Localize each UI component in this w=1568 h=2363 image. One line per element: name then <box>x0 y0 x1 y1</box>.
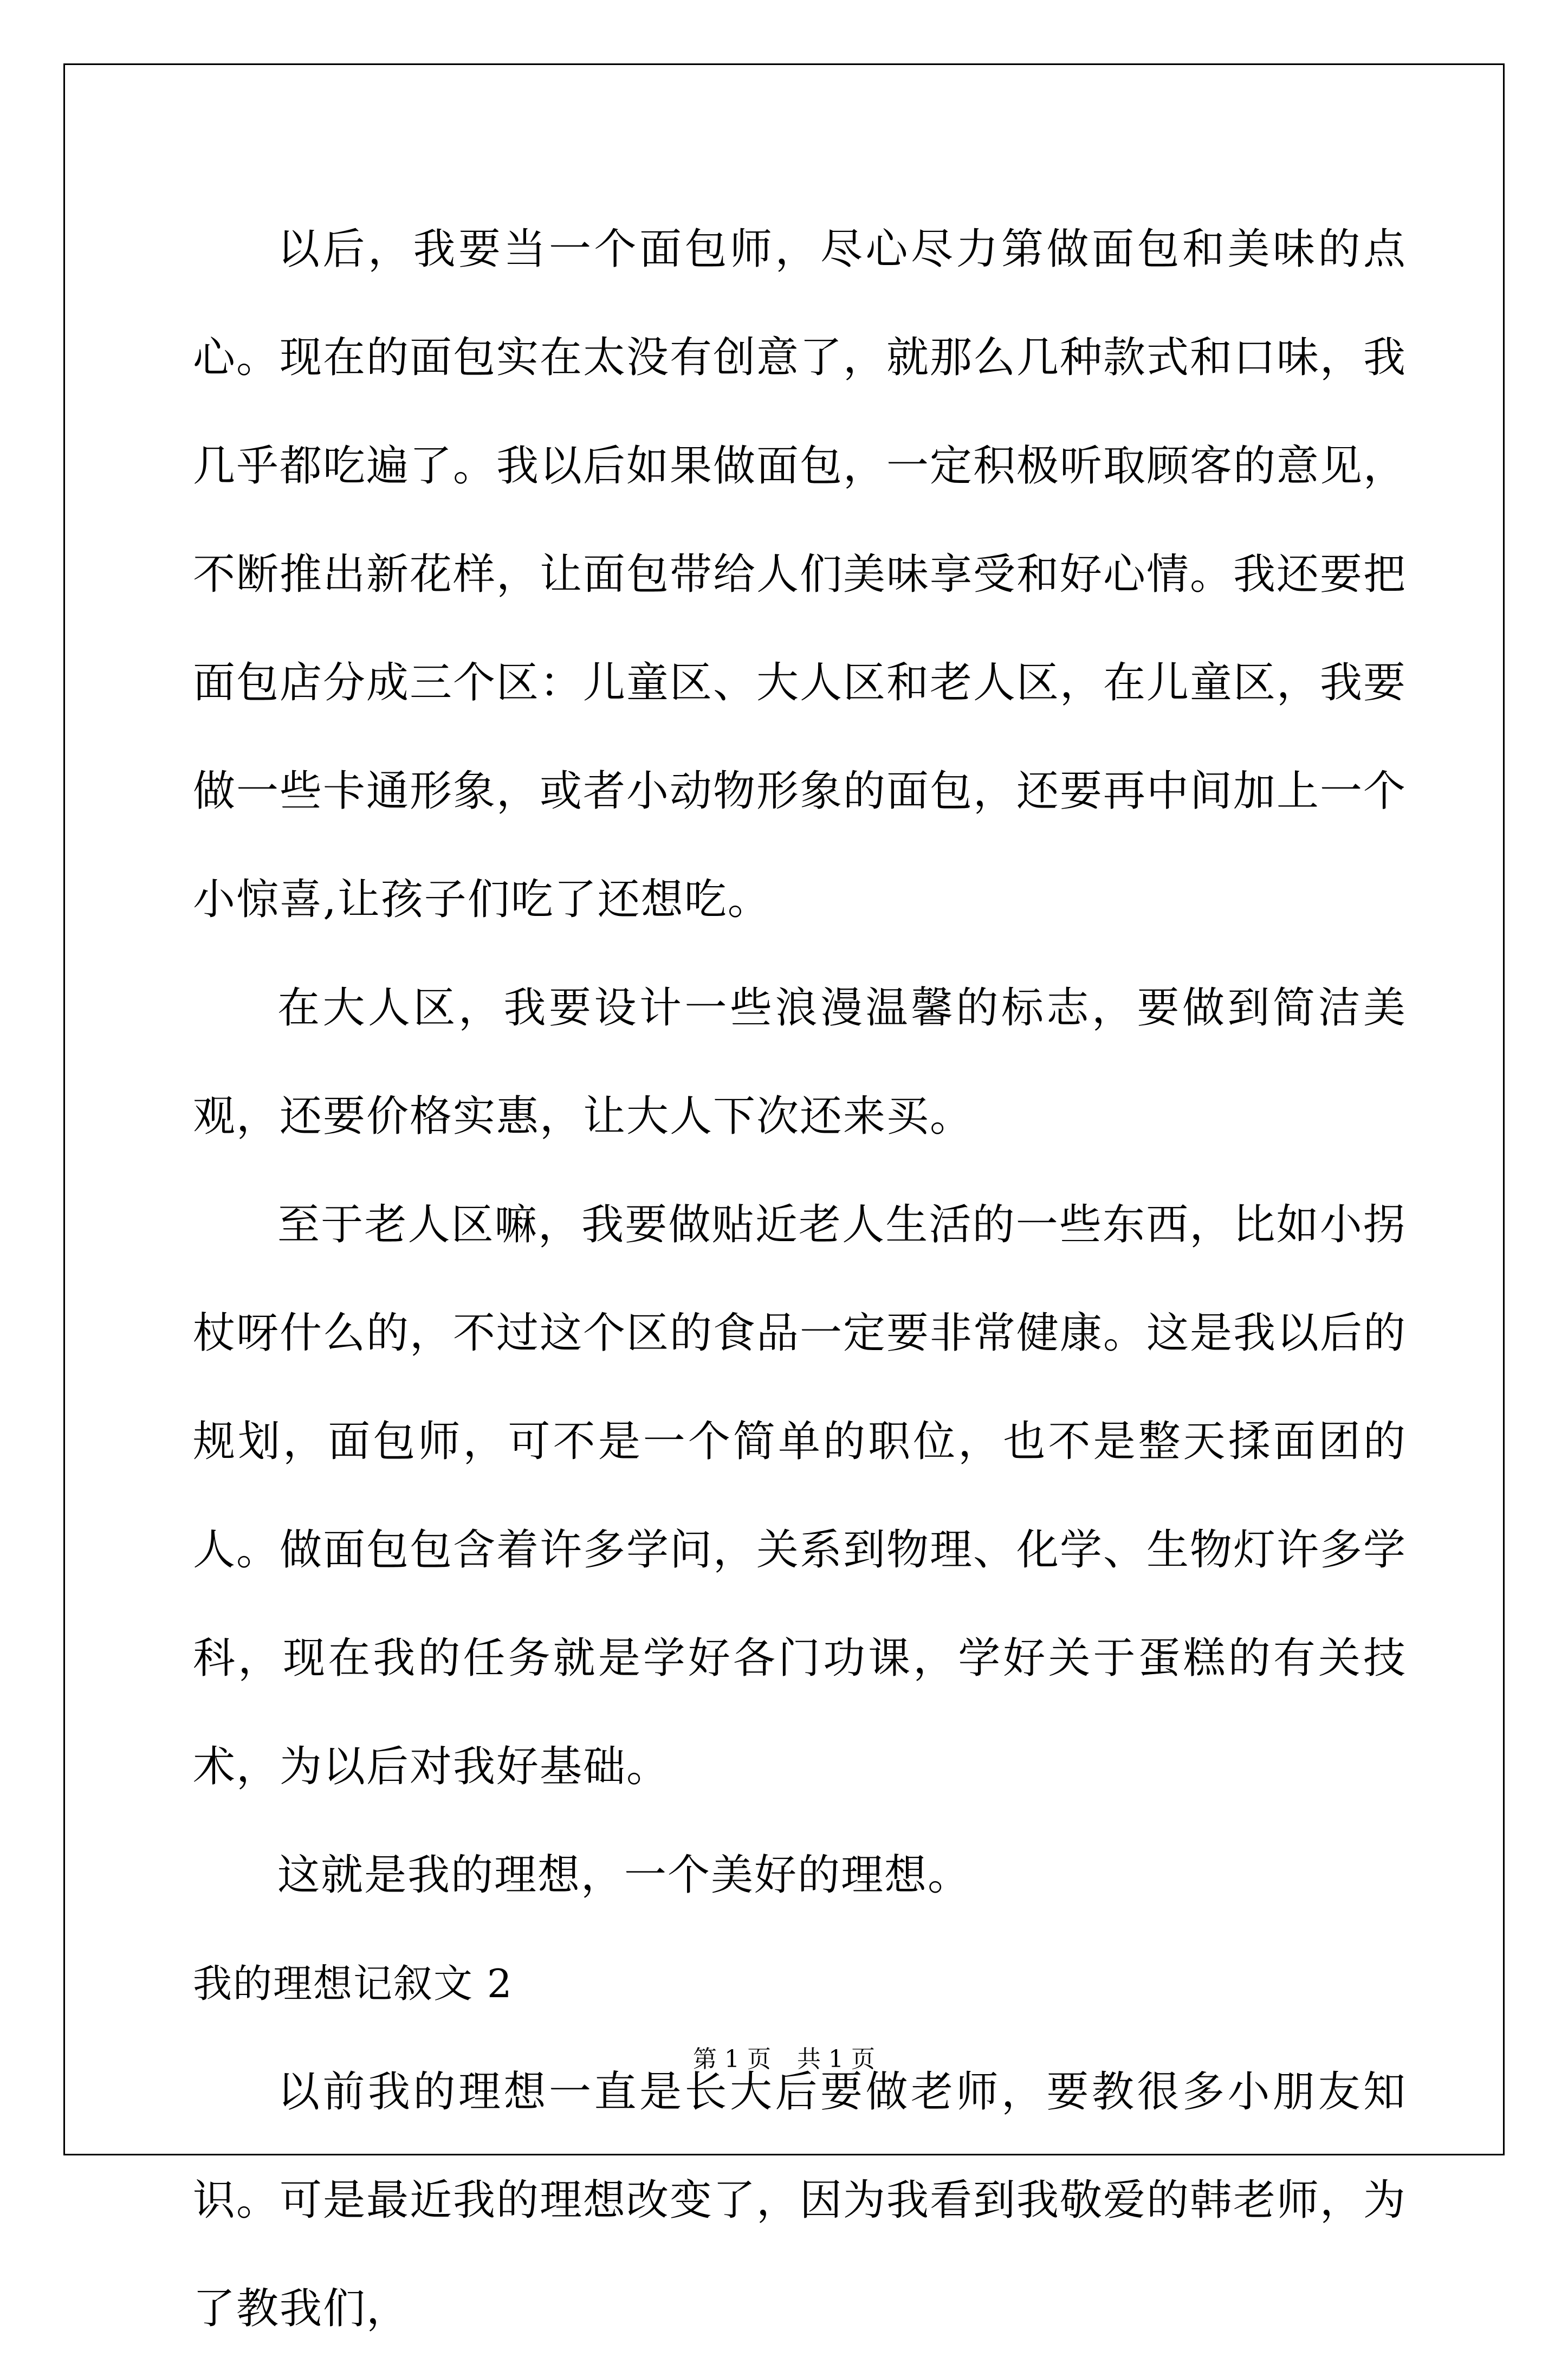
paragraph-teacher: 以前我的理想一直是长大后要做老师，要教很多小朋友知识。可是最近我的理想改变了，因为我看到我敬爱的韩老师，为了教我们， <box>193 2068 1407 2333</box>
paragraph-elder-area: 至于老人区嘛，我要做贴近老人生活的一些东西，比如小拐杖呀什么的，不过这个区的食品一定要非常健康。这是我以后的规划，面包师，可不是一个简单的职位，也不是整天揉面团的人。做面包包含着许多学问，关系到物理、化学、生物灯许多学科，现在我的任务就是学好各门功课，学好关于蛋糕的有关技术，为以后对我好基础。 <box>193 1200 1407 1791</box>
paragraph-conclusion: 这就是我的理想，一个美好的理想。 <box>277 1851 971 1900</box>
paragraph-adult-area: 在大人区，我要设计一些浪漫温馨的标志，要做到简洁美观，还要价格实惠，让大人下次还来买。 <box>193 984 1407 1141</box>
page-number: 第 1 页 <box>693 2045 771 2073</box>
section-heading: 我的理想记叙文 2 <box>193 1961 513 2006</box>
page-total: 共 1 页 <box>797 2045 875 2073</box>
document-body <box>193 195 1407 2363</box>
page-footer <box>0 2043 1568 2076</box>
paragraph-bakery-plan: 以后，我要当一个面包师，尽心尽力第做面包和美味的点心。现在的面包实在太没有创意了，就那么几种款式和口味，我几乎都吃遍了。我以后如果做面包，一定积极听取顾客的意见，不断推出新花样，让面包带给人们美味享受和好心情。我还要把面包店分成三个区：儿童区、大人区和老人区，在儿童区，我要做一些卡通形象，或者小动物形象的面包，还要再中间加上一个小惊喜,让孩子们吃了还想吃。 <box>193 225 1407 924</box>
